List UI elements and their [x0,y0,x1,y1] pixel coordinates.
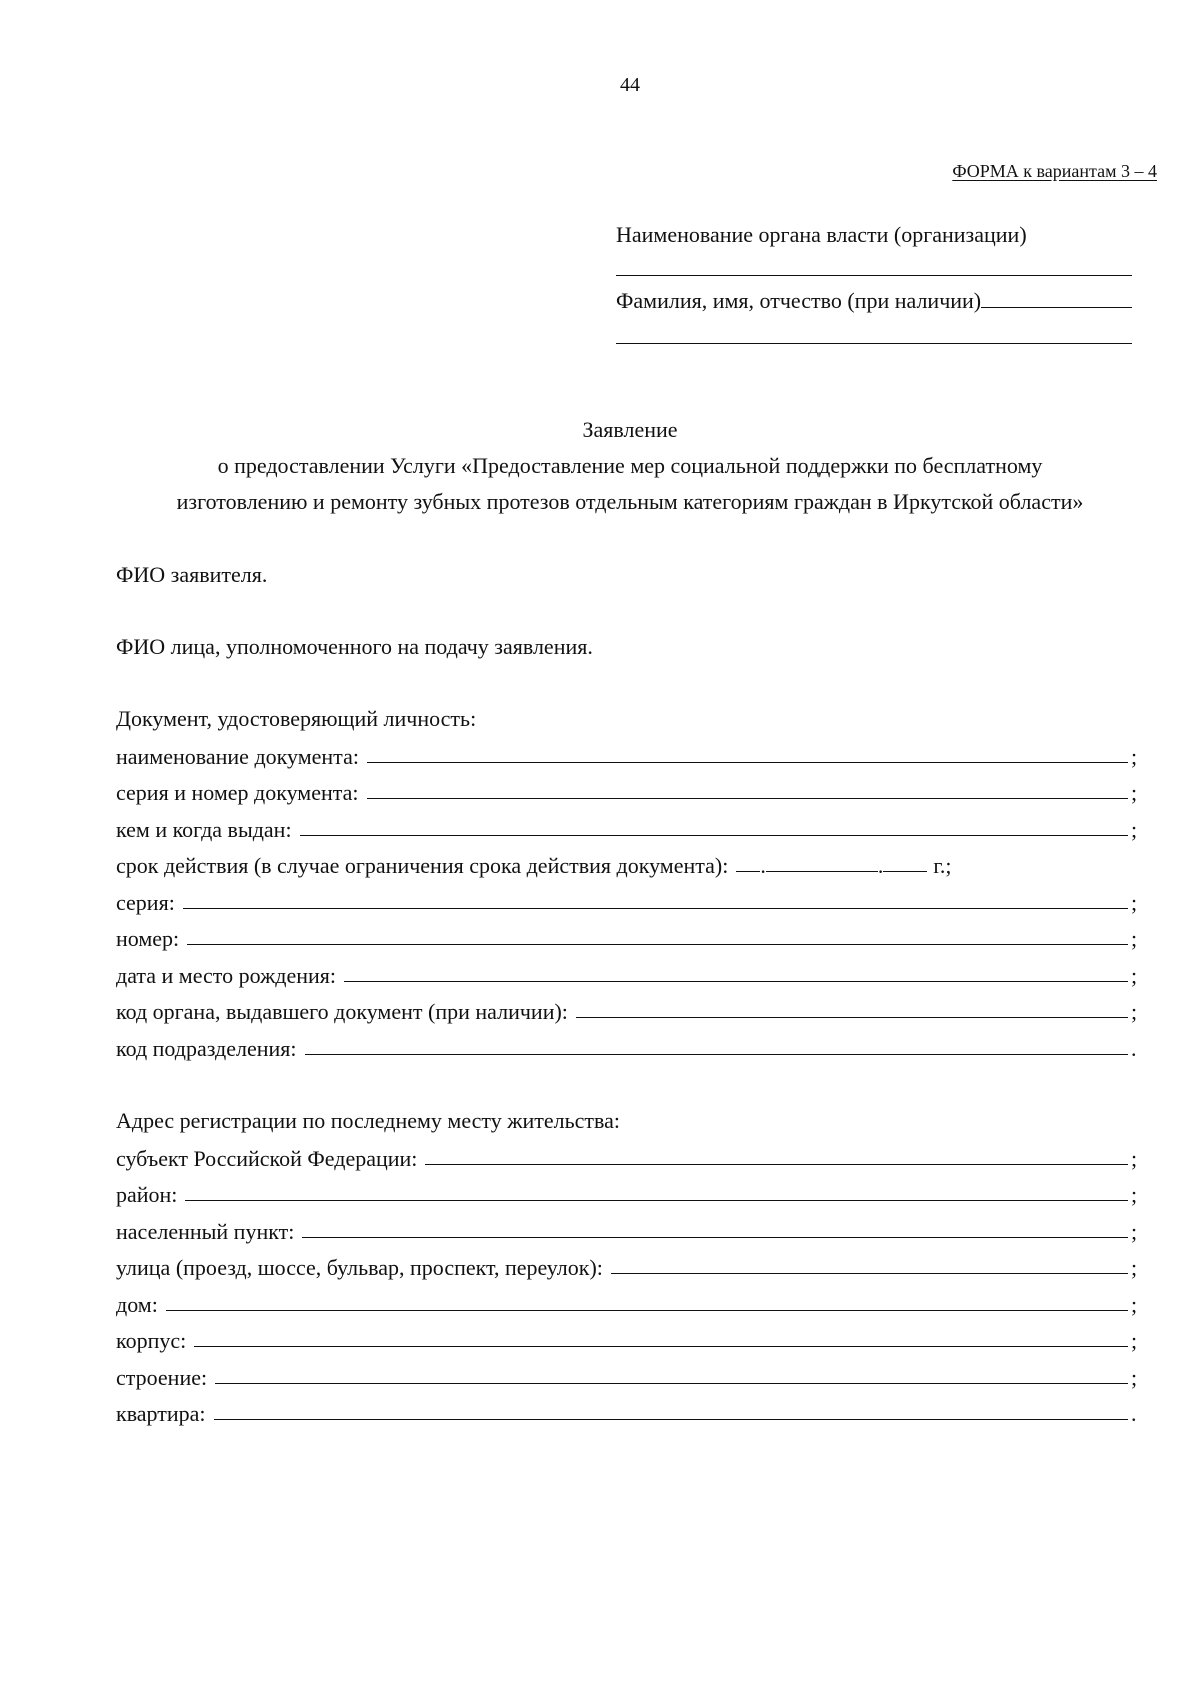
id-doc-field-label: номер: [116,926,180,951]
document-subtitle-line2: изготовлению и ремонту зубных протезов отдельным категориям граждан в Иркутской области» [176,489,1084,514]
organ-input-line[interactable] [616,274,1132,276]
id-doc-field-end-mark: . [1131,1035,1137,1061]
id-doc-field-row [116,806,1139,843]
address-field-row [116,1281,1139,1318]
validity-year-input[interactable] [883,870,927,872]
id-doc-field-row [116,1025,1139,1062]
address-field-end-mark: ; [1131,1364,1138,1390]
address-field-label: дом: [116,1291,158,1317]
id-doc-field-end-mark: ; [1131,962,1138,988]
identity-document-heading: Документ, удостоверяющий личность: [116,706,477,731]
id-doc-field-row [116,879,1139,916]
fio-input-line[interactable] [981,307,1132,308]
address-field-end-mark: ; [1131,1218,1138,1244]
page-number: 44 [620,74,640,96]
document-title: Заявление [582,417,678,442]
address-field-row [116,1354,1139,1391]
id-doc-field-end-mark: ; [1131,926,1138,951]
id-doc-field-row [116,916,1139,953]
id-doc-field-end-mark: ; [1131,999,1138,1024]
id-doc-field-input-line[interactable] [305,1054,1128,1055]
address-field-input-line[interactable] [302,1237,1128,1238]
address-field-input-line[interactable] [166,1310,1128,1311]
id-doc-field-label: наименование документа: [116,743,359,769]
identity-document-fields [116,733,1139,1062]
id-doc-field-row [116,733,1139,770]
id-doc-field-end-mark: ; [1131,780,1138,805]
id-doc-field-label: серия: [116,889,175,915]
address-field-input-line[interactable] [194,1346,1128,1347]
id-doc-field-row [116,952,1139,989]
address-field-end-mark: ; [1131,1145,1138,1171]
address-field-input-line[interactable] [185,1200,1128,1201]
address-field-label: субъект Российской Федерации: [116,1145,418,1171]
address-field-end-mark: ; [1131,1291,1138,1317]
validity-dot-1: . [760,853,766,878]
id-doc-field-row [116,989,1139,1026]
id-doc-field-label: код подразделения: [116,1035,297,1061]
fio-label: Фамилия, имя, отчество (при наличии) [616,288,982,313]
organ-row [616,214,1132,248]
id-doc-field-row [116,770,1139,807]
document-heading [100,412,1160,520]
address-field-input-line[interactable] [425,1164,1128,1165]
id-doc-field-label: кем и когда выдан: [116,816,292,842]
address-field-label: улица (проезд, шоссе, бульвар, проспект, переулок): [116,1255,603,1280]
organ-label: Наименование органа власти (организации) [616,222,1027,247]
address-field-label: квартира: [116,1401,206,1426]
fio-input-line-2[interactable] [616,342,1132,344]
address-heading: Адрес регистрации по последнему месту жительства: [116,1108,620,1133]
id-doc-field-label: дата и место рождения: [116,962,337,988]
validity-year-suffix: г.; [933,853,952,878]
address-field-end-mark: . [1131,1401,1137,1426]
validity-dot-2: . [877,853,884,878]
address-field-row [116,1391,1139,1428]
address-field-row [116,1172,1139,1209]
address-field-input-line[interactable] [214,1419,1128,1420]
validity-month-input[interactable] [766,870,878,872]
id-doc-field-input-line[interactable] [344,981,1128,982]
address-fields [116,1135,1139,1427]
id-doc-field-input-line[interactable] [367,762,1128,763]
address-field-input-line[interactable] [215,1383,1128,1384]
address-field-input-line[interactable] [611,1273,1128,1274]
applicant-fio-label: ФИО заявителя. [116,562,268,587]
recipient-block [616,214,1132,344]
id-doc-field-input-line[interactable] [300,835,1128,836]
id-doc-field-end-mark: ; [1131,743,1138,769]
address-field-label: населенный пункт: [116,1218,295,1244]
representative-fio-label: ФИО лица, уполномоченного на подачу заявления. [116,634,593,659]
id-doc-field-input-line[interactable] [183,908,1128,909]
id-doc-field-input-line[interactable] [367,798,1128,799]
form-label: ФОРМА к вариантам 3 – 4 [952,161,1157,181]
id-doc-field-end-mark: ; [1131,816,1138,842]
address-field-row [116,1245,1139,1282]
id-doc-field-label: код органа, выдавшего документ (при наличии): [116,999,568,1024]
fio-row [616,280,1132,314]
address-field-end-mark: ; [1131,1328,1138,1353]
validity-day-input[interactable] [736,870,760,872]
document-subtitle-line1: о предоставлении Услуги «Предоставление мер социальной поддержки по бесплатному [217,453,1043,478]
address-field-label: район: [116,1182,178,1207]
address-field-label: корпус: [116,1328,187,1353]
validity-label: срок действия (в случае ограничения срока действия документа): [116,853,729,878]
id-doc-field-end-mark: ; [1131,889,1138,915]
address-field-row [116,1208,1139,1245]
address-field-row [116,1318,1139,1355]
id-doc-field-input-line[interactable] [187,944,1128,945]
address-field-label: строение: [116,1364,208,1390]
address-field-end-mark: ; [1131,1182,1138,1207]
id-doc-field-label: серия и номер документа: [116,780,359,805]
address-field-row [116,1135,1139,1172]
validity-field-row [116,843,1139,880]
address-field-end-mark: ; [1131,1255,1138,1280]
id-doc-field-input-line[interactable] [576,1017,1128,1018]
